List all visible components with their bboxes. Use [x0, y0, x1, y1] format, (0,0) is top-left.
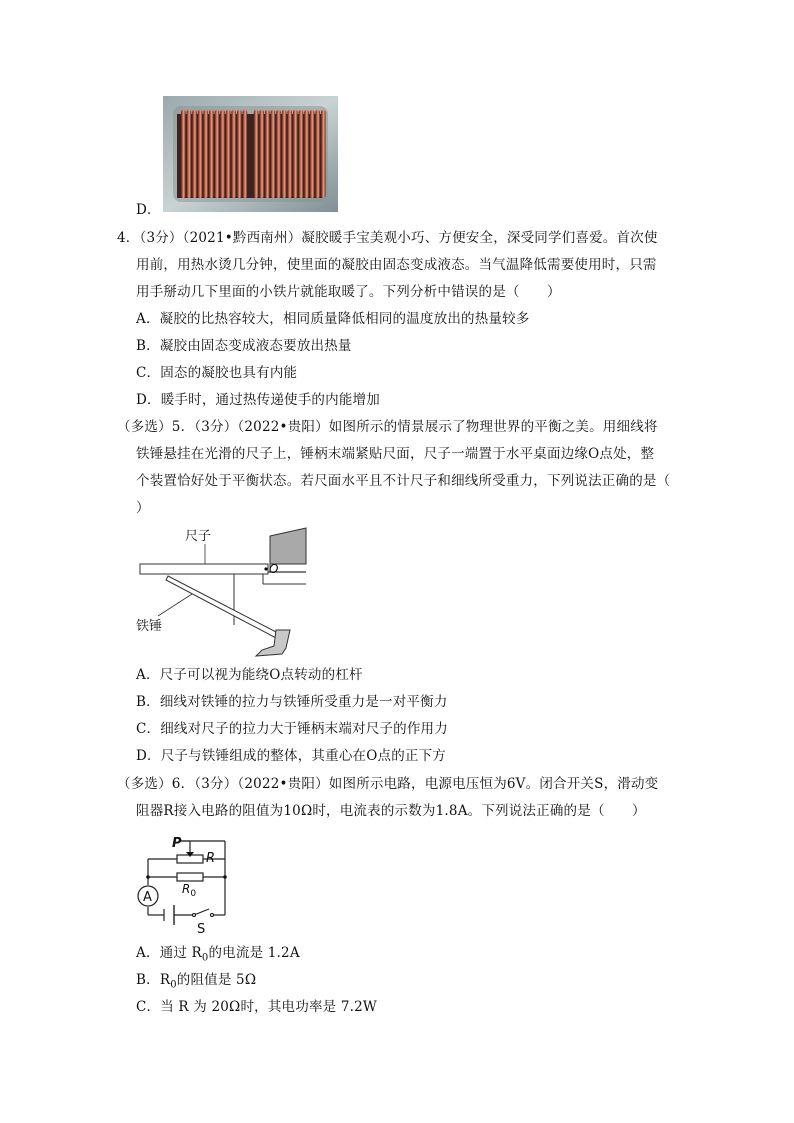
coil-winding — [243, 110, 248, 198]
coil-winding — [287, 110, 292, 198]
q6-stem-line: 阻器R接入电路的阻值为10Ω时，电流表的示数为1.8A。下列说法正确的是（ ） — [136, 803, 646, 819]
pivot-label: O — [269, 562, 279, 576]
coil-winding — [192, 110, 197, 198]
coil-winding — [259, 110, 264, 198]
coil-winding — [226, 110, 231, 198]
coil-winding — [265, 110, 270, 198]
switch-label: S — [197, 922, 206, 935]
coil-winding — [220, 110, 225, 198]
coil-winding — [299, 110, 304, 198]
ruler-hammer-figure — [130, 522, 310, 662]
hammer-label-leader — [158, 594, 192, 616]
q4-stem-line: 用前，用热水烫几分钟，使里面的凝胶由固态变成液态。当气温降低需要使用时，只需 — [136, 257, 657, 273]
resistor-r0 — [177, 873, 203, 881]
coil-winding — [321, 110, 326, 198]
option-text: A．通过 R — [136, 945, 202, 961]
option-text: 的电流是 1.2A — [208, 945, 300, 961]
coil-winding — [209, 110, 214, 198]
option-subscript: 0 — [170, 979, 177, 991]
coil-winding — [231, 110, 236, 198]
q4-option-a: A．凝胶的比热容较大，相同质量降低相同的温度放出的热量较多 — [136, 311, 530, 327]
rheostat-label: R — [206, 851, 216, 866]
resistor-subscript: 0 — [190, 889, 197, 899]
ruler — [140, 564, 268, 574]
switch-s — [194, 909, 209, 915]
coil-photo — [163, 96, 338, 212]
q4-option-c: C．固态的凝胶也具有内能 — [136, 365, 298, 381]
coil-winding — [315, 110, 320, 198]
coil-winding — [254, 110, 259, 198]
coil-winding — [276, 110, 281, 198]
q5-stem-line: ） — [136, 500, 150, 516]
q6-option-c — [136, 998, 377, 1016]
ammeter-label: A — [143, 890, 152, 905]
q5-option-b: B．细线对铁锤的拉力与铁锤所受重力是一对平衡力 — [136, 694, 448, 710]
coil-winding — [198, 110, 203, 198]
pivot-point-o — [264, 567, 267, 570]
q5-stem-line: 铁锤悬挂在光滑的尺子上，锤柄末端紧贴尺面，尺子一端置于水平桌面边缘O点处，整 — [136, 446, 655, 462]
q4-stem-line: 4．（3分）（2021•黔西南州）凝胶暖手宝美观小巧、方便安全，深受同学们喜爱。首次使 — [117, 230, 658, 246]
hammer-handle — [166, 576, 280, 639]
q5-option-d: D．尺子与铁锤组成的整体，其重心在O点的正下方 — [136, 748, 446, 764]
coil-winding — [203, 110, 208, 198]
option-subscript: 0 — [201, 952, 209, 964]
slider-label: P — [172, 836, 182, 851]
coil-winding — [237, 110, 242, 198]
option-text: C．当 R 为 20Ω时，其电功率是 7.2W — [136, 999, 377, 1015]
ruler-label: 尺子 — [185, 529, 212, 544]
coil-winding — [187, 110, 192, 198]
q6-option-b — [136, 971, 256, 995]
coil-winding — [310, 110, 315, 198]
q3-option-d: D． — [136, 202, 161, 218]
q5-stem-line: 个装置恰好处于平衡状态。若尺面水平且不计尺子和细线所受重力，下列说法正确的是（ — [136, 473, 671, 489]
q4-option-d: D．暖手时，通过热传递使手的内能增加 — [136, 392, 380, 408]
q6-option-a — [136, 944, 300, 968]
q5-stem-line: （多选）5．（3分）（2022•贵阳）如图所示的情景展示了物理世界的平衡之美。用细线将 — [117, 419, 658, 435]
svg-text:R0 — [182, 882, 196, 899]
table-block — [270, 528, 306, 564]
coil-winding — [304, 110, 309, 198]
option-text: 的阻值是 5Ω — [176, 972, 257, 988]
circuit-diagram — [132, 833, 232, 935]
q5-option-c: C．细线对尺子的拉力大于锤柄末端对尺子的作用力 — [136, 721, 448, 737]
resistor-label: R — [182, 882, 191, 896]
coil-winding — [181, 110, 186, 198]
coil-winding — [293, 110, 298, 198]
q4-option-b: B．凝胶由固态变成液态要放出热量 — [136, 338, 352, 354]
q4-stem-line: 用手掰动几下里面的小铁片就能取暖了。下列分析中错误的是（ ） — [136, 284, 561, 300]
hammer-label: 铁锤 — [136, 619, 163, 634]
coil-winding — [282, 110, 287, 198]
q6-stem-line: （多选）6．（3分）（2022•贵阳）如图所示电路，电源电压恒为6V。闭合开关S，滑动变 — [117, 776, 659, 792]
coil-winding — [271, 110, 276, 198]
option-text: B．R — [136, 972, 171, 988]
coil-winding — [215, 110, 220, 198]
q5-option-a: A．尺子可以视为能绕O点转动的杠杆 — [136, 667, 363, 683]
